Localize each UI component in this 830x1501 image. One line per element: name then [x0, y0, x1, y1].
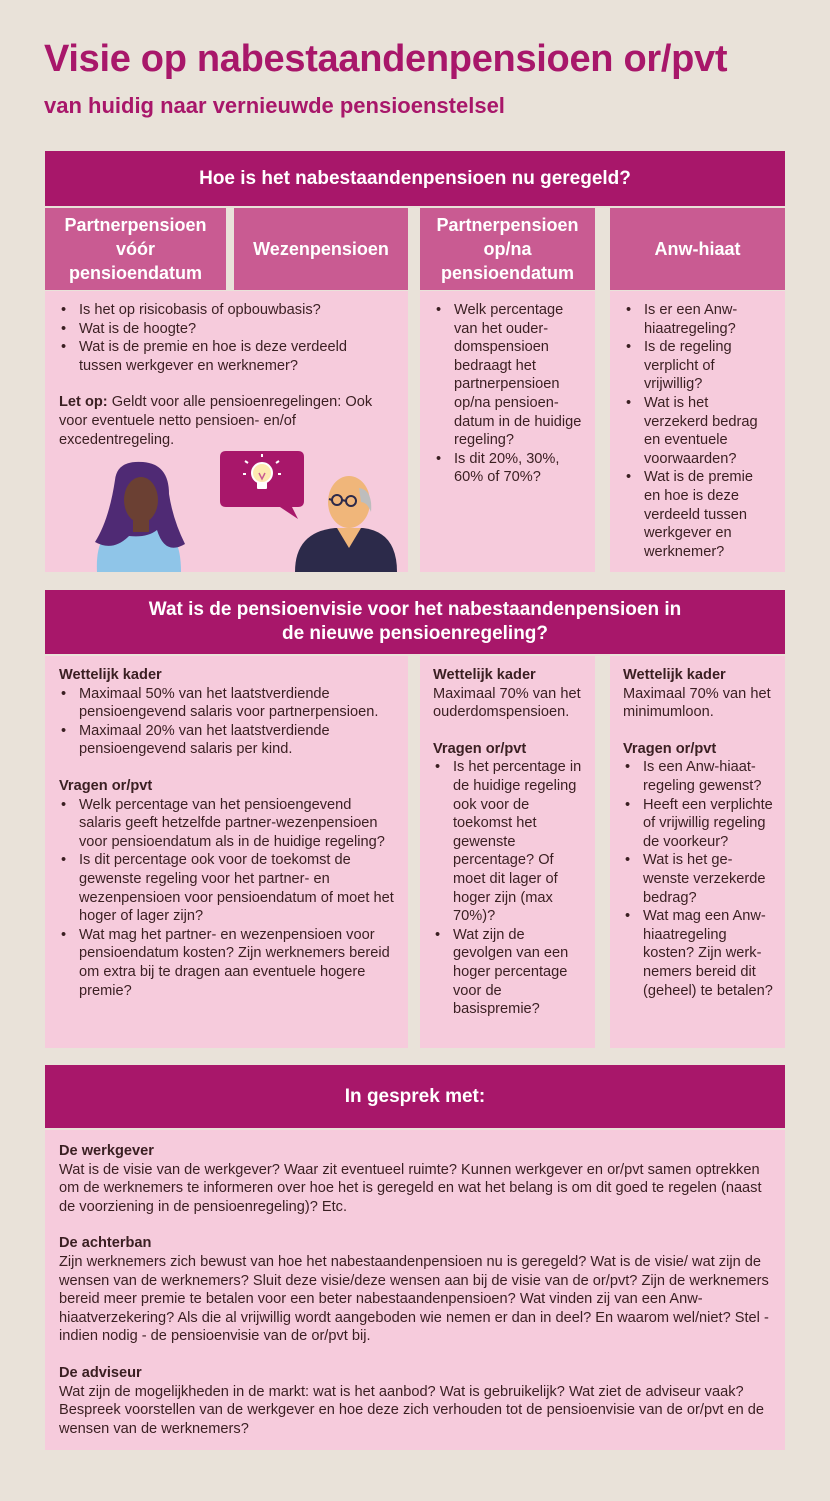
list-item: • Wat is het verzekerd bedrag en eventuele voorwaarden?	[624, 394, 773, 468]
list-item: • Maximaal 20% van het laatstverdiende pensioengevend salaris per kind.	[59, 722, 394, 759]
section3-title: In gesprek met:	[344, 1085, 486, 1107]
section2-box-partner-wezen	[45, 656, 408, 1048]
column-header-anw-hiaat	[610, 208, 785, 290]
list-item: • Wat is de hoogte?	[59, 320, 394, 339]
section1-box-partner-wezen	[45, 291, 408, 572]
column-header-label: Partnerpensioen vóór pensioendatum	[64, 215, 207, 283]
column-header-label: Wezenpensioen	[253, 239, 389, 259]
bullet-list	[59, 685, 394, 759]
section1-title: Hoe is het nabestaandenpensioen nu geregeld?	[199, 167, 631, 189]
list-item: • Wat mag een Anw-hiaatregeling kosten? Zijn werknemers bereid dit (geheel) te betalen?	[623, 907, 773, 1000]
list-item: • Heeft een verplichte of vrijwillig regeling de voorkeur?	[623, 796, 773, 852]
list-item: • Wat is de premie en hoe is deze verdeeld tussen werkgever en werknemer?	[624, 468, 773, 561]
page-subtitle: van huidig naar vernieuwde pensioenstelsel	[44, 93, 505, 118]
section3-box	[45, 1130, 785, 1450]
list-item: • Maximaal 50% van het laatstverdiende pensioengevend salaris voor partnerpensioen.	[59, 685, 394, 722]
section2-box-partner-na	[420, 656, 595, 1048]
column-header-label: Partnerpensioen op/na pensioendatum	[436, 215, 579, 283]
column-header-wezenpensioen	[234, 208, 408, 290]
bullet-list	[624, 301, 773, 561]
list-item: • Is het op risicobasis of opbouwbasis?	[59, 301, 394, 320]
bullet-list	[623, 758, 773, 1000]
page-title: Visie op nabestaandenpensioen or/pvt	[44, 38, 728, 80]
woman-illustration	[77, 460, 197, 572]
section1-box-anw-hiaat	[610, 291, 785, 572]
list-item: • Wat is het gewenste verzekerde bedrag?	[623, 851, 773, 907]
bullet-list	[59, 796, 394, 1001]
note	[59, 393, 394, 449]
list-item: • Wat is de premie en hoe is deze verdeeld tussen werkgever en werknemer?	[59, 338, 394, 375]
note-text: Geldt voor alle pensioenregelingen: Ook voor eventuele netto pensioen- en/of excedentregeling.	[59, 394, 373, 448]
wettelijk-kader-label: Wettelijk kader	[59, 667, 162, 683]
man-illustration	[285, 472, 405, 572]
column-header-label: Anw-hiaat	[654, 239, 741, 259]
vragen-label: Vragen or/pvt	[59, 777, 153, 794]
list-item: • Is er een Anw-hiaatregeling?	[624, 301, 773, 338]
achterban-text: Zijn werknemers zich bewust van hoe het nabestaandenpensioen nu is geregeld? Wat is de visie/ wat zijn de wensen van de werknemers? Sluit deze visie/deze wensen aan bij de visie van de or/pvt? Zijn de werknemers bereid meer premie te betalen voor een beter nabestaandenpensioen? Wat vinden zij van een Anw-hiaatverzekering? Als die al vrijwillig wordt aangeboden wie nemen er dan in deel? En waarom wel/niet? Stel - indien nodig - de pensioenvisie van de or/pvt bij.	[59, 1253, 769, 1345]
wettelijk-kader-label: Wettelijk kader	[433, 667, 536, 683]
list-item: • Wat mag het partner- en wezenpensioen voor pensioendatum kosten? Zijn werknemers bereid om extra bij te dragen aan eventuele hogere premie?	[59, 926, 394, 1000]
list-item: • Is het percentage in de huidige regeling ook voor de toekomst het gewenste percentage? Of moet dit lager of hoger zijn (max 70%)?	[433, 758, 583, 925]
section2-box-anw-hiaat	[610, 656, 785, 1048]
column-header-partnerpensioen-voor	[45, 208, 226, 290]
column-header-partnerpensioen-na	[420, 208, 595, 290]
bullet-list	[59, 301, 394, 375]
list-item: • Welk percentage van het pensioengevend salaris geeft hetzelfde partner-wezenpensioen voor pensioendatum als in de huidige regeling?	[59, 796, 394, 852]
adviseur-label: De adviseur	[59, 1364, 142, 1381]
section2-title-line1: Wat is de pensioenvisie voor het nabestaandenpensioen in	[148, 599, 682, 620]
vragen-label: Vragen or/pvt	[433, 740, 527, 757]
adviseur-text: Wat zijn de mogelijkheden in de markt: wat is het aanbod? Wat is gebruikelijk? Wat ziet de adviseur vaak? Bespreek voorstellen van de werkgever en hoe deze zich verhouden tot de pensioenvisie van de or/pvt en de wensen van de werknemers?	[59, 1383, 765, 1437]
section1-box-partner-na	[420, 291, 595, 572]
bullet-list	[433, 758, 583, 1018]
wettelijk-kader-label: Wettelijk kader	[623, 667, 726, 683]
section3-title-bar	[45, 1065, 785, 1128]
bullet-list	[434, 301, 583, 487]
section2-title-bar	[45, 590, 785, 654]
wettelijk-kader-text: Maximaal 70% van het minimumloon.	[623, 685, 771, 721]
list-item: • Is de regeling verplicht of vrijwillig?	[624, 338, 773, 394]
note-label: Let op:	[59, 394, 108, 411]
vragen-label: Vragen or/pvt	[623, 740, 717, 757]
achterban-label: De achterban	[59, 1235, 152, 1252]
list-item: • Is dit percentage ook voor de toekomst de gewenste regeling voor het partner- en wezenpensioen voor pensioendatum of moet het hoger of lager zijn?	[59, 851, 394, 925]
list-item: • Welk percentage van het ouder-domspensioen bedraagt het partnerpensioen op/na pensioendatum in de huidige regeling?	[434, 301, 583, 450]
list-item: • Is een Anw-hiaatregeling gewenst?	[623, 758, 773, 795]
list-item: • Wat zijn de gevolgen van een hoger percentage voor de basispremie?	[433, 926, 583, 1019]
werkgever-label: De werkgever	[59, 1143, 154, 1159]
werkgever-text: Wat is de visie van de werkgever? Waar zit eventueel ruimte? Kunnen werkgever en or/pvt samen optrekken om de werknemers te informeren over hoe het is geregeld en wat het belang is om dit goed te regelen (naast de voorziening in de pensioenregeling)? Etc.	[59, 1161, 762, 1215]
section2-title-line2: de nieuwe pensioenregeling?	[281, 623, 549, 644]
section1-title-bar	[45, 151, 785, 206]
wettelijk-kader-text: Maximaal 70% van het ouderdomspensioen.	[433, 685, 581, 721]
list-item: • Is dit 20%, 30%, 60% of 70%?	[434, 450, 583, 487]
